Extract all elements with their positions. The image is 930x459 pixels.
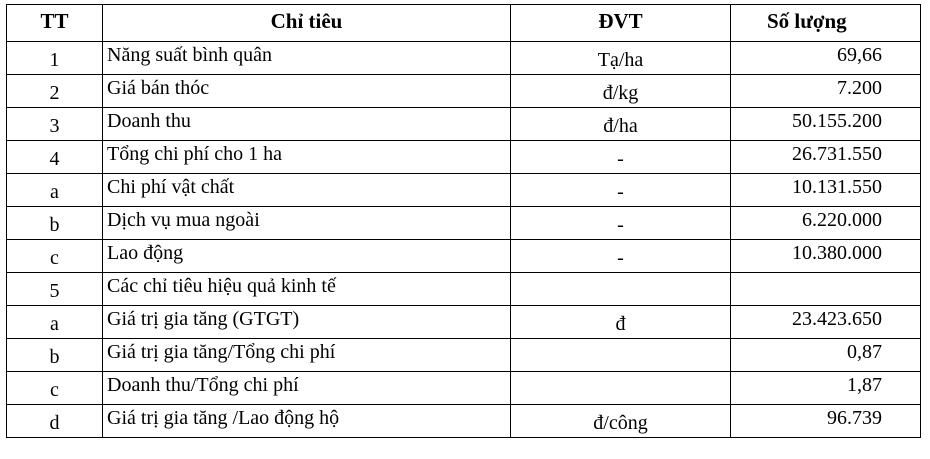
cell-tt: a [7,174,103,207]
cell-name: Doanh thu [103,108,511,141]
cell-tt: a [7,306,103,339]
cell-quantity: 23.423.650 [731,306,921,339]
cell-unit: đ/kg [511,75,731,108]
table-row [7,75,921,108]
table-row [7,108,921,141]
cell-unit [511,339,731,372]
cell-name: Dịch vụ mua ngoài [103,207,511,240]
cell-quantity: 96.739 [731,405,921,438]
cell-quantity: 1,87 [731,372,921,405]
cell-quantity: 0,87 [731,339,921,372]
cell-name: Tổng chi phí cho 1 ha [103,141,511,174]
cell-tt: b [7,207,103,240]
cell-quantity [731,273,921,306]
cell-tt: b [7,339,103,372]
header-tt: TT [7,5,103,42]
cell-quantity: 50.155.200 [731,108,921,141]
cell-name: Giá trị gia tăng/Tổng chi phí [103,339,511,372]
table-row [7,306,921,339]
header-unit: ĐVT [511,5,731,42]
cell-unit: - [511,141,731,174]
cell-unit: - [511,240,731,273]
table-row [7,372,921,405]
table-row [7,174,921,207]
table-row [7,405,921,438]
cell-unit: - [511,174,731,207]
cell-name: Giá trị gia tăng (GTGT) [103,306,511,339]
economic-indicators-table [6,4,921,438]
table-row [7,141,921,174]
cell-tt: 1 [7,42,103,75]
cell-quantity: 26.731.550 [731,141,921,174]
cell-name: Năng suất bình quân [103,42,511,75]
cell-unit: đ/ha [511,108,731,141]
cell-quantity: 6.220.000 [731,207,921,240]
cell-quantity: 69,66 [731,42,921,75]
cell-quantity: 10.380.000 [731,240,921,273]
cell-name: Lao động [103,240,511,273]
cell-name: Chi phí vật chất [103,174,511,207]
cell-tt: 4 [7,141,103,174]
table-header-row [7,5,921,42]
cell-tt: 3 [7,108,103,141]
cell-quantity: 10.131.550 [731,174,921,207]
cell-name: Giá trị gia tăng /Lao động hộ [103,405,511,438]
table-row [7,207,921,240]
header-name: Chỉ tiêu [103,5,511,42]
cell-name: Doanh thu/Tổng chi phí [103,372,511,405]
cell-tt: c [7,372,103,405]
cell-name: Giá bán thóc [103,75,511,108]
cell-tt: c [7,240,103,273]
cell-quantity: 7.200 [731,75,921,108]
cell-unit [511,372,731,405]
table-row [7,273,921,306]
cell-unit: Tạ/ha [511,42,731,75]
header-quantity: Số lượng [731,5,921,42]
table-row [7,240,921,273]
cell-unit [511,273,731,306]
cell-unit: đ/công [511,405,731,438]
cell-name: Các chỉ tiêu hiệu quả kinh tế [103,273,511,306]
cell-unit: đ [511,306,731,339]
cell-tt: d [7,405,103,438]
cell-unit: - [511,207,731,240]
cell-tt: 5 [7,273,103,306]
table-row [7,339,921,372]
table-row [7,42,921,75]
cell-tt: 2 [7,75,103,108]
